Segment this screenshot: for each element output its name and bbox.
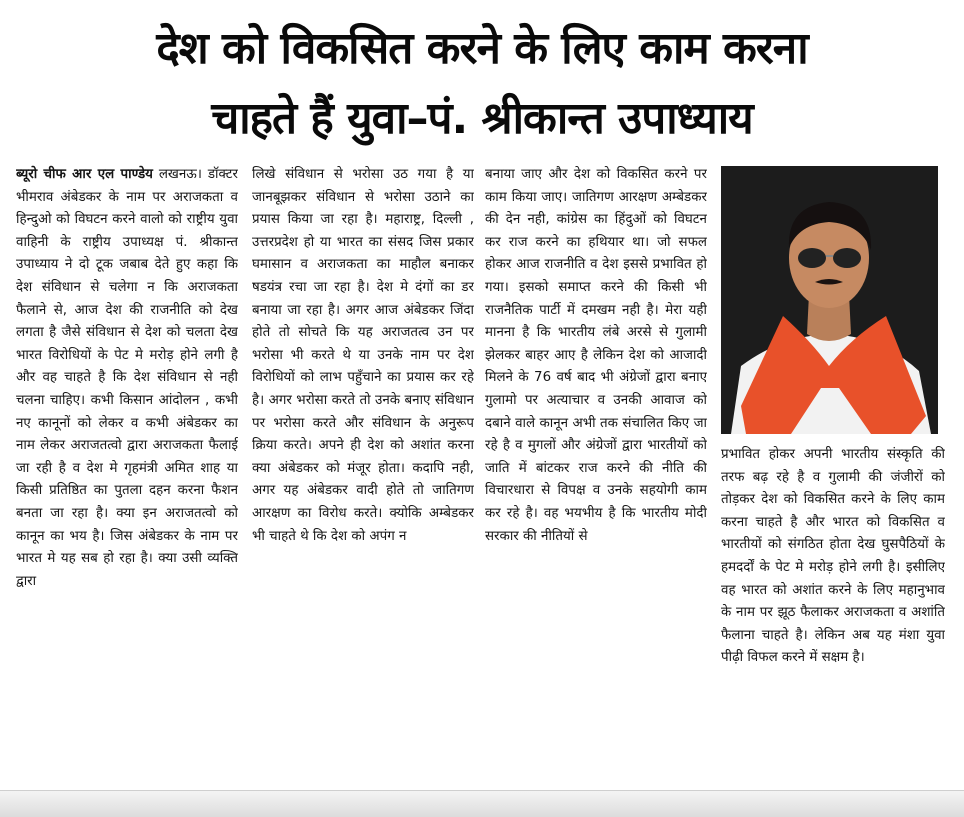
article-column-1 (16, 164, 238, 784)
article-column-3 (485, 164, 707, 784)
column-3-text: बनाया जाए और देश को विकसित करने पर काम किया जाए। जातिगण आरक्षण अम्बेडकर की देन नही, कांग्रेस का हिंदुओं को विघटन कर राज करने का हथियार था। जो सफल होकर आज राजनीति व देश इससे प्रभावित हो गया। इसको समाप्त करने की किसी भी राजनैतिक पार्टी में दमखम नही है। मेरा यही मानना है कि भारतीय लंबे अरसे से गुलामी झेलकर बाहर आए है लेकिन देश को आजादी मिलने के 76 वर्ष बाद भी अंग्रेजों द्वारा बनाए गुलामो पर अत्याचार व उनकी आवाज को दबाने वाले कानून अभी तक संचालित किए जा रहे है व मुगलों और अंग्रेजों द्वारा भारतीयों को जाति में बांटकर राज करने की नीति की विचारधारा से विपक्ष व उनके सहयोगी काम कर रहे है। वह भयभीय है कि भारतीय मोदी सरकार की नीतियों से (485, 167, 707, 544)
headline (0, 14, 964, 154)
portrait-illustration (721, 166, 938, 434)
article-column-2 (252, 164, 474, 784)
headline-line-2: चाहते हैं युवा–पं. श्रीकान्त उपाध्याय (211, 93, 753, 144)
previous-article-edge (0, 0, 964, 8)
column-4-text: प्रभावित होकर अपनी भारतीय संस्कृति की तरफ बढ़ रहे है व गुलामी की जंजीरों को तोड़कर देश को विकसित करने के लिए काम करना चाहते है और भारत को विकसित व भारतीयों को संगठित होता देख घुसपैठियों के हमदर्दों के पेट मे मरोड़ होने लगी है। इसीलिए वह भारत को अशांत करने के लिए महानुभाव के नाम पर झूठ फैलाकर अराजकता व अशांति फैलाना चाहते है। लेकिन अब यह मंशा युवा पीढ़ी विफल करने में सक्षम है। (721, 447, 945, 666)
column-1-text: लखनऊ। डॉक्टर भीमराव अंबेडकर के नाम पर अराजकता व हिन्दुओ को विघटन करने वालो को राष्ट्रीय युवा वाहिनी के राष्ट्रीय उपाध्यक्ष पं. श्रीकान्त उपाध्याय ने दो टूक जबाब देते हुए कहा कि देश संविधान से चलेगा न कि अराजकता फैलाने से, आज देश की राजनीति को देख लगता है जैसे संविधान से देश को चलता देख भारत विरोधियों के पेट मे मरोड़ होने लगी है और वह चाहते है कि देश संविधान से नही चलना चाहिए। कभी किसान आंदोलन , कभी नए कानूनों को लेकर व कभी अंबेडकर का नाम लेकर अराजतत्वो द्वारा अराजकता फैलाई जा रही है व देश मे गृहमंत्री अमित शाह या किसी प्रतिष्ठित का पुतला दहन करना फैशन बनता जा रहा है। क्या इन अराजतत्वो को कानून का भय है। जिस अंबेडकर के नाम पर भारत मे यह सब हो रहा है। क्या उसी व्यक्ति द्वारा (16, 167, 238, 589)
headline-line-1: देश को विकसित करने के लिए काम करना (156, 23, 808, 74)
portrait-photo (721, 166, 938, 434)
column-2-text: लिखे संविधान से भरोसा उठ गया है या जानबूझकर संविधान से भरोसा उठाने का प्रयास किया जा रहा है। महाराष्ट्र, दिल्ली , उत्तरप्रदेश हो या भारत का संसद जिस प्रकार घमासान व अराजकता का माहौल बनाकर षडयंत्र रचा जा रहा है। देश मे दंगों का डर बनाया जा रहा है। अगर आज अंबेडकर जिंदा होते तो सोचते कि यह अराजतत्व उन पर भरोसा भी करते थे या उनके नाम पर देश विरोधियों को लाभ पहुँचाने का प्रयास कर रहे है। अगर भरोसा करते तो उनके बनाए संविधान पर भरोसा करते और संविधान के अनुरूप क्रिया करते। अपने ही देश को अशांत करना क्या अंबेडकर को मंजूर होता। कदापि नही, अगर यह अंबेडकर वादी होते तो जातिगण आरक्षण का विरोध करते। क्योकि अम्बेडकर भी चाहते थे कि देश को अपंग न (252, 167, 474, 544)
byline: ब्यूरो चीफ आर एल पाण्डेय (16, 167, 153, 182)
article-column-4 (721, 444, 945, 784)
page-bottom-bar (0, 790, 964, 817)
